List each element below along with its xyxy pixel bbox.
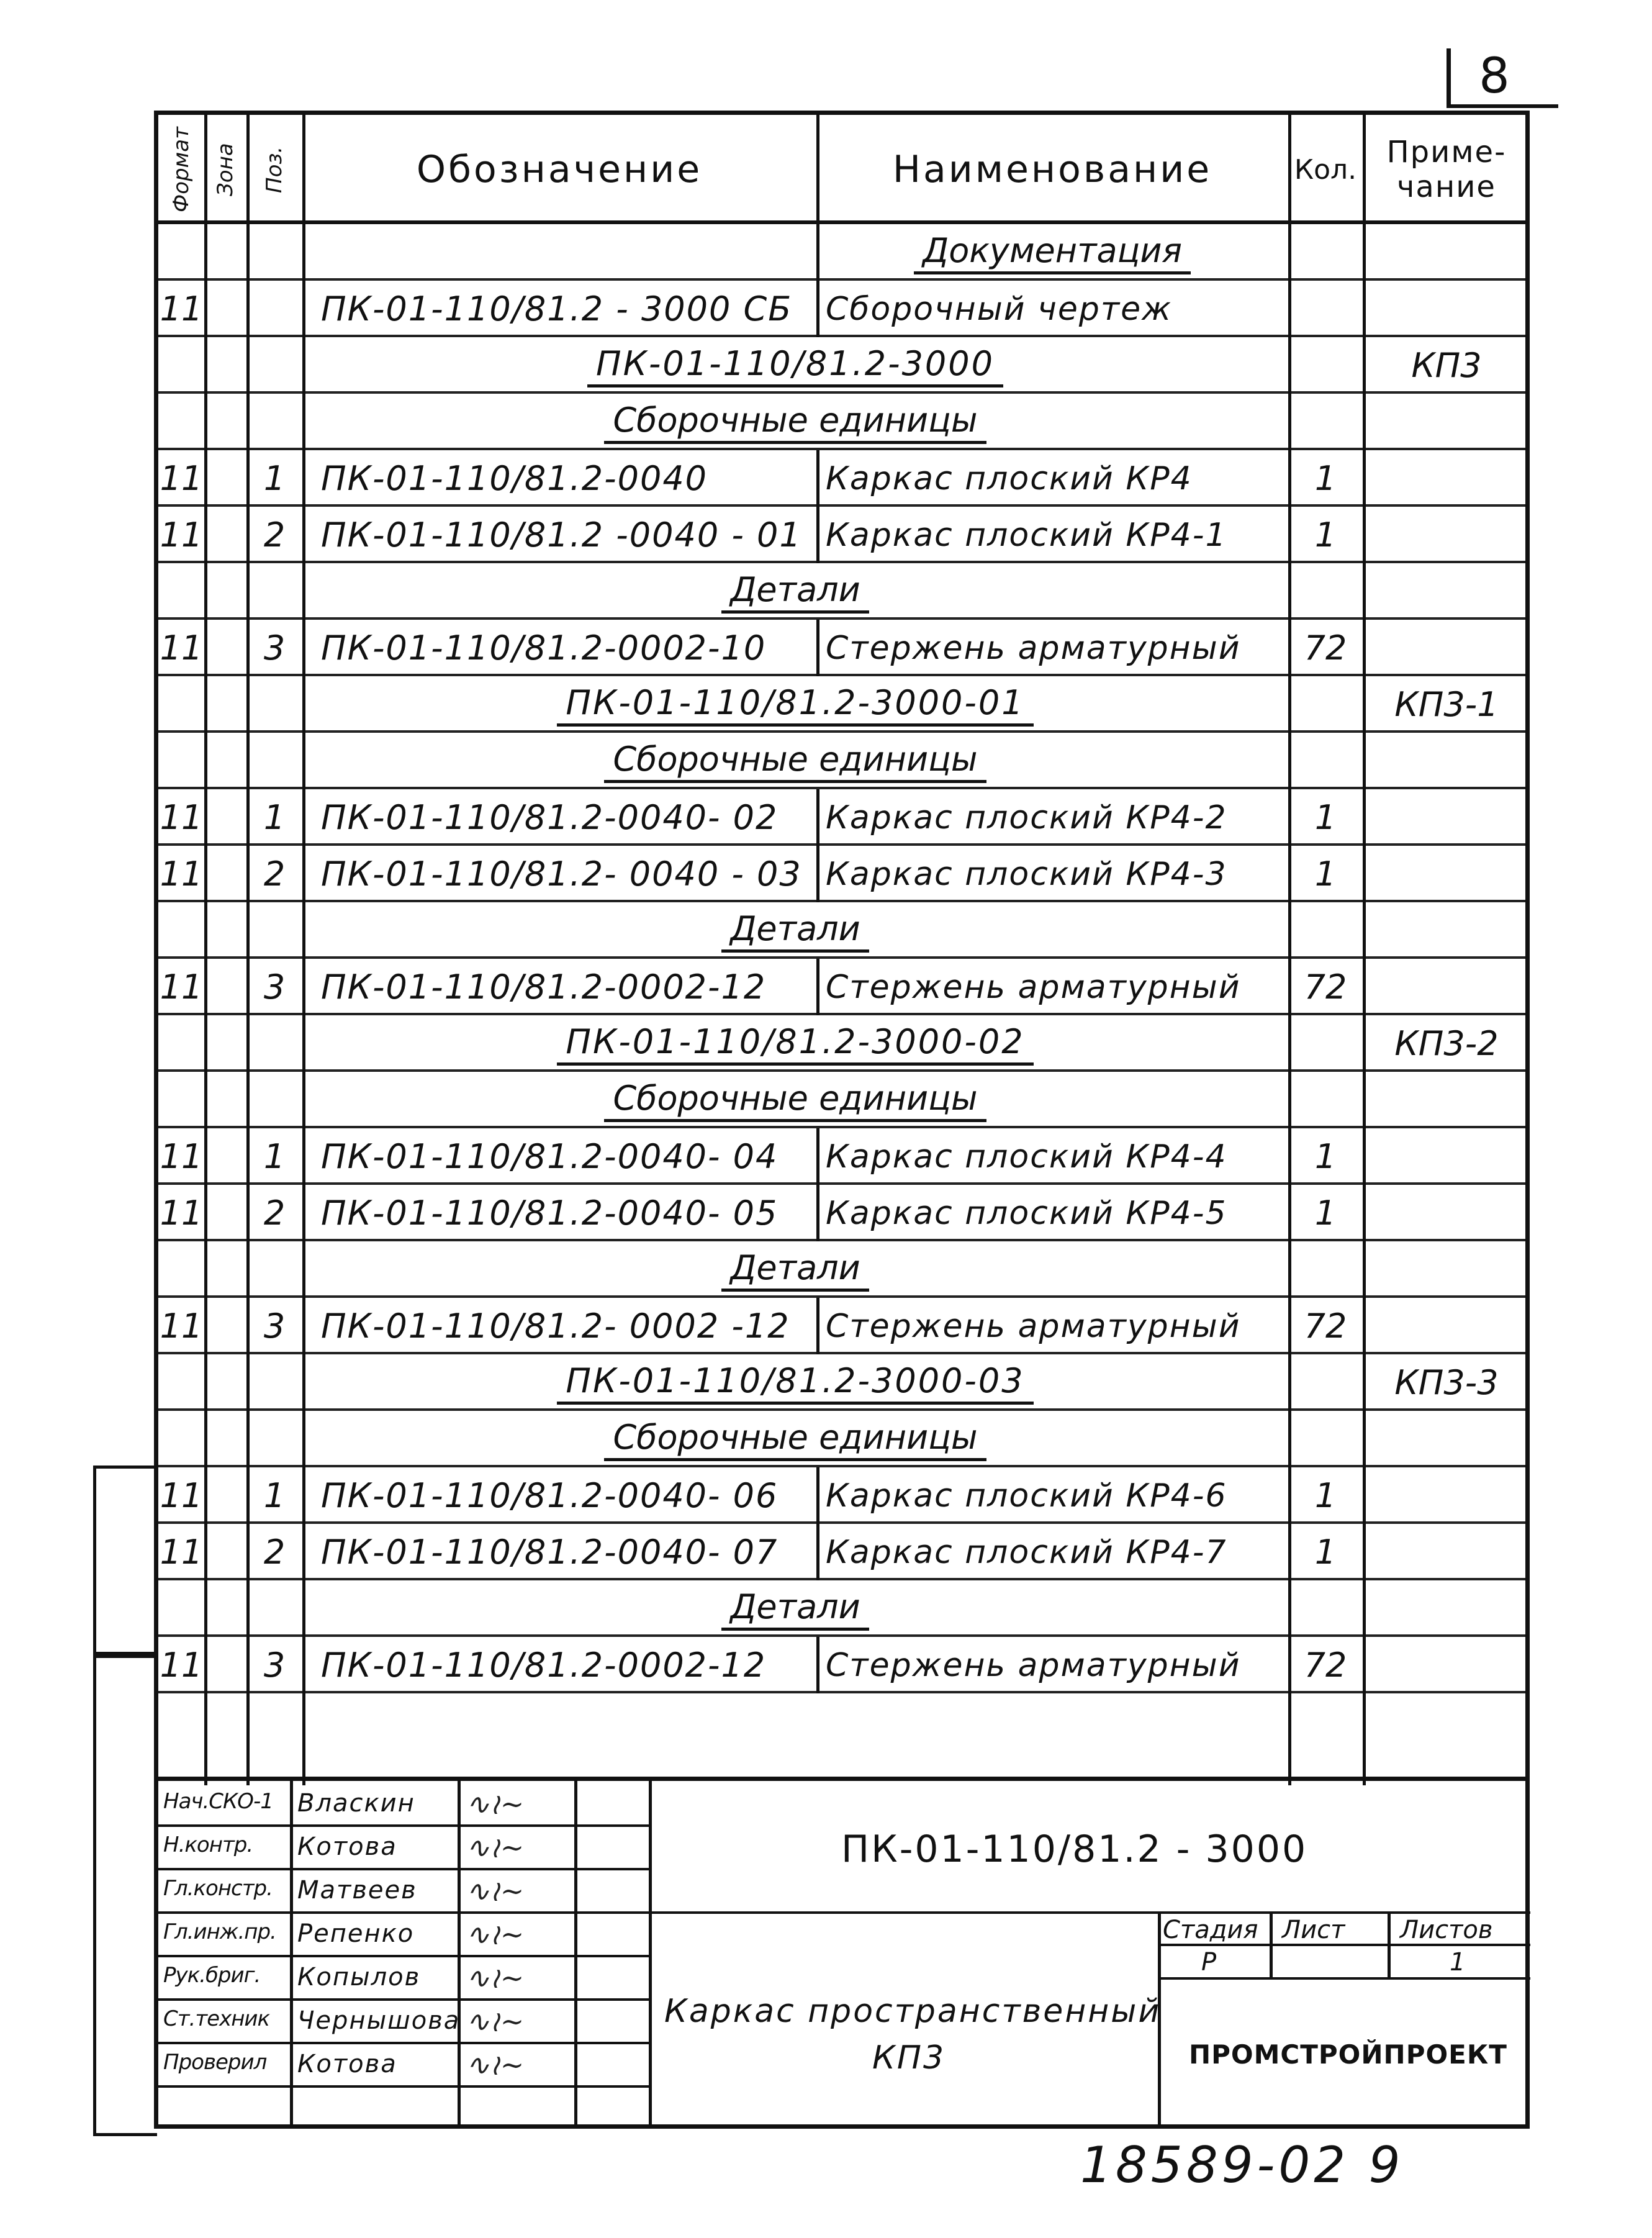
cell-qty: 1 — [1314, 459, 1337, 498]
tb-person-name: Котова — [297, 1833, 397, 1861]
tb-row-divider-2 — [158, 1868, 649, 1870]
cell-format: 11 — [160, 289, 203, 328]
cell-name: Стержень арматурный — [826, 1307, 1241, 1345]
signature-mark: ∿≀∼ — [466, 1787, 525, 1821]
page-number-divider — [1447, 104, 1558, 108]
section-heading — [302, 1580, 1288, 1637]
cell-designation: ПК-01-110/81.2 -0040 - 01 — [321, 515, 802, 555]
cell-pos: 2 — [263, 1533, 286, 1572]
row-divider-designation — [816, 959, 819, 1015]
section-row — [158, 733, 1525, 789]
variant-row — [158, 676, 1525, 733]
cell-note: КП3 — [1411, 346, 1482, 385]
cell-pos: 1 — [263, 798, 286, 837]
cell-designation: ПК-01-110/81.2-0040- 06 — [321, 1476, 779, 1515]
cell-note — [1363, 789, 1530, 846]
section-heading-text: Детали — [721, 570, 869, 614]
tb-row-divider-5 — [158, 1998, 649, 2001]
tb-row-divider-1 — [158, 1824, 649, 1827]
table-row — [158, 1637, 1525, 1693]
section-row — [158, 1580, 1525, 1637]
cell-qty: 72 — [1304, 1307, 1347, 1346]
cell-pos: 1 — [263, 1137, 286, 1176]
section-heading-text: Детали — [721, 1587, 869, 1631]
cell-designation: ПК-01-110/81.2- 0002 -12 — [321, 1307, 790, 1346]
tb-person-name: Копылов — [297, 1963, 421, 1991]
variant-heading — [302, 1015, 1288, 1072]
variant-row — [158, 1015, 1525, 1072]
specification-table — [154, 111, 1530, 1781]
cell-format: 11 — [160, 798, 203, 837]
tb-role: Рук.бриг. — [163, 1963, 261, 1988]
tb-role: Гл.констр. — [163, 1876, 273, 1901]
stage-value: Р — [1201, 1948, 1217, 1977]
cell-format: 11 — [160, 1137, 203, 1176]
tb-role: Н.контр. — [163, 1833, 253, 1857]
section-heading-text: Сборочные единицы — [604, 1079, 986, 1122]
header-note-line2: чание — [1397, 170, 1496, 204]
cell-format: 11 — [160, 459, 203, 498]
header-name: Наименование — [892, 148, 1212, 191]
row-divider-designation — [816, 1524, 819, 1580]
cell-note — [1363, 1298, 1530, 1354]
header-format: Формат — [169, 127, 194, 212]
row-divider-designation — [816, 1637, 819, 1693]
cell-format: 11 — [160, 1533, 203, 1572]
col-divider-format — [204, 115, 207, 1785]
table-header — [158, 115, 1525, 224]
col-divider-pos — [302, 115, 305, 1785]
row-divider-designation — [816, 1298, 819, 1354]
cell-name: Стержень арматурный — [826, 968, 1241, 1006]
section-heading-text: Детали — [721, 1248, 869, 1292]
row-divider-designation — [816, 507, 819, 563]
page-number: 8 — [1447, 48, 1538, 104]
cell-pos: 3 — [263, 1307, 286, 1346]
document-title-line2: КП3 — [872, 2039, 946, 2077]
section-heading-text: Сборочные единицы — [604, 1418, 986, 1461]
header-pos: Поз. — [262, 146, 287, 193]
variant-heading — [302, 337, 1288, 394]
cell-designation: ПК-01-110/81.2 - 3000 СБ — [321, 289, 793, 328]
cell-qty: 1 — [1314, 515, 1337, 555]
cell-name: Каркас плоский КР4-5 — [826, 1194, 1227, 1232]
header-note-line1: Приме- — [1386, 135, 1507, 170]
cell-pos: 3 — [263, 628, 286, 668]
cell-name: Каркас плоский КР4-7 — [826, 1533, 1227, 1571]
tb-row-divider-6 — [158, 2042, 649, 2044]
header-qty: Кол. — [1294, 153, 1357, 186]
cell-designation: ПК-01-110/81.2- 0040 - 03 — [321, 854, 802, 894]
sheets-label: Листов — [1400, 1916, 1493, 1944]
variant-heading — [302, 1354, 1288, 1411]
section-heading-text: Документация — [914, 231, 1191, 274]
tb-person-name: Чернышова — [297, 2006, 461, 2035]
cell-qty: 1 — [1314, 798, 1337, 837]
table-row — [158, 1467, 1525, 1524]
row-divider-designation — [816, 1467, 819, 1524]
sheet-label: Лист — [1282, 1916, 1345, 1944]
cell-format: 11 — [160, 628, 203, 668]
cell-format: 11 — [160, 515, 203, 555]
tb-role: Нач.СКО-1 — [163, 1789, 273, 1814]
cell-note — [1363, 1185, 1530, 1241]
section-heading-text: Сборочные единицы — [604, 401, 986, 444]
signature-mark: ∿≀∼ — [466, 1961, 525, 1995]
cell-name: Стержень арматурный — [826, 629, 1241, 667]
cell-note — [1363, 1467, 1530, 1524]
cell-pos: 2 — [263, 515, 286, 555]
section-row — [158, 1072, 1525, 1128]
section-heading — [302, 1241, 1288, 1298]
document-code: ПК-01-110/81.2 - 3000 — [841, 1828, 1308, 1871]
cell-name: Каркас плоский КР4-2 — [826, 799, 1227, 836]
cell-designation: ПК-01-110/81.2-0002-12 — [321, 967, 767, 1007]
cell-pos: 2 — [263, 854, 286, 894]
cell-qty — [1288, 281, 1363, 337]
section-heading — [302, 1072, 1288, 1128]
tb-sheet-left — [1270, 1911, 1273, 1977]
section-heading-text: Сборочные единицы — [604, 740, 986, 783]
cell-format: 11 — [160, 967, 203, 1007]
table-row — [158, 620, 1525, 676]
signature-mark: ∿≀∼ — [466, 2005, 525, 2038]
cell-pos: 3 — [263, 1646, 286, 1685]
cell-format: 11 — [160, 1194, 203, 1233]
col-divider-designation — [816, 115, 819, 224]
cell-name: Каркас плоский КР4-6 — [826, 1477, 1227, 1515]
tb-person-name: Матвеев — [297, 1876, 417, 1905]
cell-name: Каркас плоский КР4-1 — [826, 516, 1227, 554]
row-divider-designation — [816, 281, 819, 337]
section-heading-text: Детали — [721, 909, 869, 953]
section-row — [158, 902, 1525, 959]
cell-name: Каркас плоский КР4-4 — [826, 1138, 1227, 1176]
tb-person-name: Власкин — [297, 1789, 415, 1818]
tb-sheets-left — [1388, 1911, 1391, 1977]
section-row — [158, 394, 1525, 450]
empty-row — [158, 1693, 1525, 1750]
variant-row — [158, 337, 1525, 394]
cell-qty: 1 — [1314, 1533, 1337, 1572]
tb-org-divider — [1158, 1977, 1530, 1980]
table-row — [158, 281, 1525, 337]
col-divider-note-left — [1363, 115, 1366, 1785]
tb-row-divider-4 — [158, 1955, 649, 1957]
cell-note: КП3-3 — [1394, 1363, 1499, 1402]
binding-strip-lower — [93, 1652, 157, 2136]
section-row — [158, 224, 1525, 281]
cell-designation: ПК-01-110/81.2-0040- 04 — [321, 1137, 779, 1176]
col-divider-zone — [246, 115, 250, 1785]
table-row — [158, 507, 1525, 563]
tb-row-divider-3 — [158, 1911, 1530, 1914]
organization-name: ПРОМСТРОЙПРОЕКТ — [1189, 2039, 1507, 2070]
cell-note — [1363, 1524, 1530, 1580]
variant-designation: ПК-01-110/81.2-3000-02 — [557, 1022, 1033, 1066]
inventory-number: 18589-02 9 — [1080, 2136, 1404, 2194]
variant-heading — [302, 676, 1288, 733]
stage-label: Стадия — [1163, 1916, 1258, 1944]
variant-designation: ПК-01-110/81.2-3000-03 — [557, 1361, 1033, 1405]
cell-note — [1363, 1637, 1530, 1693]
table-row — [158, 846, 1525, 902]
cell-format: 11 — [160, 1476, 203, 1515]
section-row — [158, 563, 1525, 620]
cell-format: 11 — [160, 854, 203, 894]
tb-role: Ст.техник — [163, 2006, 270, 2031]
table-row — [158, 1524, 1525, 1580]
header-note — [1363, 115, 1530, 224]
cell-format: 11 — [160, 1307, 203, 1346]
row-divider-designation — [816, 1185, 819, 1241]
cell-pos: 3 — [263, 967, 286, 1007]
variant-designation: ПК-01-110/81.2-3000-01 — [557, 683, 1033, 727]
cell-qty: 1 — [1314, 854, 1337, 894]
signature-mark: ∿≀∼ — [466, 1918, 525, 1951]
cell-qty: 72 — [1304, 1646, 1347, 1685]
header-zone: Зона — [213, 143, 238, 196]
cell-qty: 72 — [1304, 628, 1347, 668]
cell-note — [1363, 1128, 1530, 1185]
section-heading — [816, 224, 1288, 281]
section-row — [158, 1411, 1525, 1467]
signature-mark: ∿≀∼ — [466, 1874, 525, 1908]
table-row — [158, 959, 1525, 1015]
row-divider-designation — [816, 1128, 819, 1185]
cell-name: Каркас плоский КР4 — [826, 460, 1193, 497]
table-row — [158, 1128, 1525, 1185]
table-row — [158, 1298, 1525, 1354]
row-divider-designation — [816, 450, 819, 507]
cell-designation: ПК-01-110/81.2-0040- 02 — [321, 798, 779, 837]
cell-format: 11 — [160, 1646, 203, 1685]
section-row — [158, 1241, 1525, 1298]
cell-note — [1363, 450, 1530, 507]
cell-designation: ПК-01-110/81.2-0040 — [321, 459, 708, 498]
binding-strip-upper — [93, 1466, 157, 1658]
row-divider-designation — [816, 224, 819, 281]
cell-note — [1363, 959, 1530, 1015]
row-divider-designation — [816, 846, 819, 902]
title-block — [154, 1781, 1530, 2129]
cell-pos: 1 — [263, 459, 286, 498]
cell-qty: 1 — [1314, 1194, 1337, 1233]
tb-person-name: Котова — [297, 2050, 397, 2078]
cell-name: Стержень арматурный — [826, 1646, 1241, 1684]
cell-note — [1363, 620, 1530, 676]
signature-mark: ∿≀∼ — [466, 2048, 525, 2082]
col-divider-qty-left — [1288, 115, 1291, 1785]
table-row — [158, 1185, 1525, 1241]
cell-note: КП3-1 — [1394, 685, 1499, 724]
cell-note — [1363, 846, 1530, 902]
variant-row — [158, 1354, 1525, 1411]
cell-qty: 1 — [1314, 1476, 1337, 1515]
cell-note: КП3-2 — [1394, 1024, 1499, 1063]
variant-designation: ПК-01-110/81.2-3000 — [587, 344, 1003, 387]
signature-mark: ∿≀∼ — [466, 1831, 525, 1864]
cell-note — [1363, 507, 1530, 563]
tb-person-name: Репенко — [297, 1919, 415, 1948]
table-row — [158, 450, 1525, 507]
cell-designation: ПК-01-110/81.2-0040- 07 — [321, 1533, 779, 1572]
document-title-line1: Каркас пространственный — [664, 1993, 1162, 2030]
sheets-value: 1 — [1450, 1948, 1466, 1977]
cell-pos: 1 — [263, 1476, 286, 1515]
header-designation: Обозначение — [416, 148, 703, 191]
tb-divider-date — [649, 1781, 652, 2129]
tb-role: Гл.инж.пр. — [163, 1919, 276, 1944]
cell-note — [1363, 281, 1530, 337]
cell-qty: 1 — [1314, 1137, 1337, 1176]
table-row — [158, 789, 1525, 846]
cell-designation: ПК-01-110/81.2-0040- 05 — [321, 1194, 779, 1233]
row-divider-designation — [816, 789, 819, 846]
cell-qty: 72 — [1304, 967, 1347, 1007]
section-heading — [302, 902, 1288, 959]
cell-pos — [246, 281, 302, 337]
section-heading — [302, 563, 1288, 620]
section-heading — [302, 394, 1288, 450]
row-divider-designation — [816, 620, 819, 676]
cell-designation: ПК-01-110/81.2-0002-12 — [321, 1646, 767, 1685]
cell-name: Сборочный чертеж — [826, 290, 1172, 328]
cell-pos: 2 — [263, 1194, 286, 1233]
section-heading — [302, 1411, 1288, 1467]
section-heading — [302, 733, 1288, 789]
tb-role: Проверил — [163, 2050, 267, 2075]
cell-name: Каркас плоский КР4-3 — [826, 855, 1227, 893]
tb-row-divider-7 — [158, 2085, 649, 2088]
cell-designation: ПК-01-110/81.2-0002-10 — [321, 628, 767, 668]
